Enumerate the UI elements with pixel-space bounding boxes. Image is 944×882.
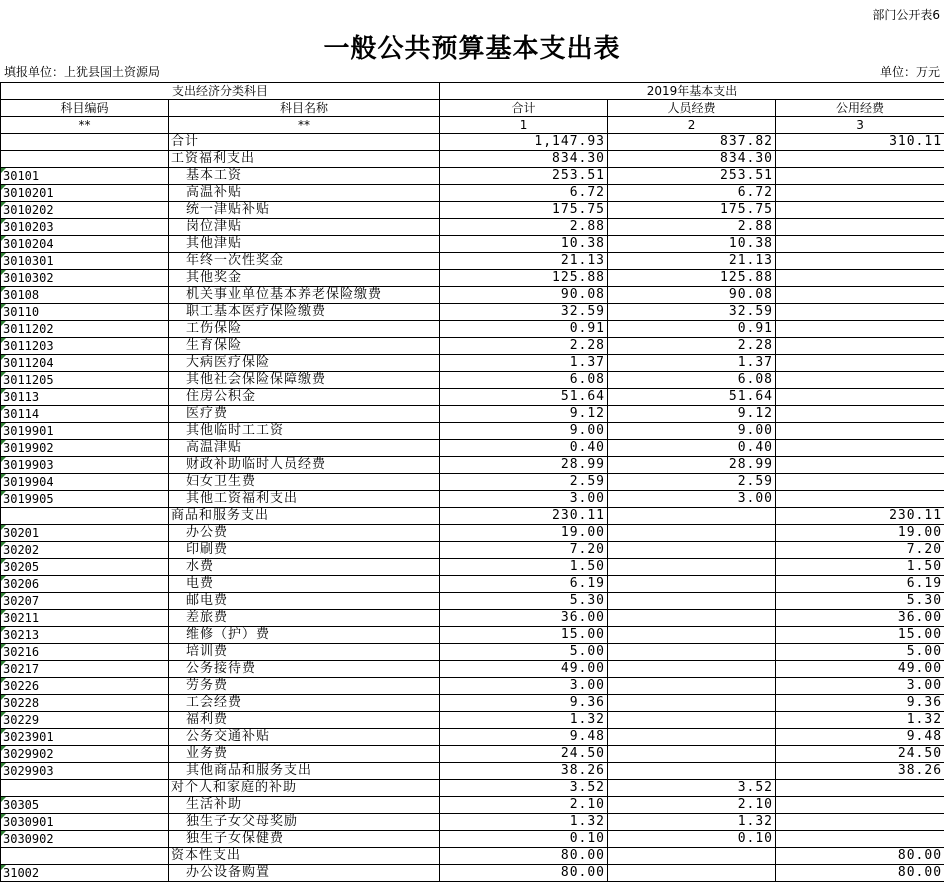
table-row (1, 763, 944, 780)
row-total: 9.48 (440, 729, 608, 746)
row-personnel (608, 542, 776, 559)
row-personnel (608, 712, 776, 729)
row-code: 30206 (1, 576, 169, 593)
row-name: 其他工资福利支出 (169, 491, 440, 508)
table-row (1, 474, 944, 491)
row-code: 3010204 (1, 236, 169, 253)
row-name: 办公设备购置 (169, 865, 440, 882)
row-public: 38.26 (776, 763, 944, 780)
header-public: 公用经费 (776, 100, 944, 117)
row-personnel: 28.99 (608, 457, 776, 474)
row-code: 3011202 (1, 321, 169, 338)
row-name: 统一津贴补贴 (169, 202, 440, 219)
row-total: 834.30 (440, 151, 608, 168)
table-row (1, 423, 944, 440)
index-public: 3 (776, 117, 944, 134)
row-total: 2.59 (440, 474, 608, 491)
table-row (1, 304, 944, 321)
row-name: 独生子女父母奖励 (169, 814, 440, 831)
row-public: 1.50 (776, 559, 944, 576)
row-public (776, 304, 944, 321)
row-public: 3.00 (776, 678, 944, 695)
table-row (1, 389, 944, 406)
row-public (776, 406, 944, 423)
row-name: 工会经费 (169, 695, 440, 712)
row-personnel: 6.08 (608, 372, 776, 389)
row-code: 30114 (1, 406, 169, 423)
table-row (1, 491, 944, 508)
table-body (1, 134, 944, 882)
row-code: 30201 (1, 525, 169, 542)
row-name: 印刷费 (169, 542, 440, 559)
row-public: 310.11 (776, 134, 944, 151)
table-row (1, 372, 944, 389)
row-public (776, 440, 944, 457)
table-row (1, 559, 944, 576)
table-row (1, 661, 944, 678)
row-public (776, 270, 944, 287)
row-personnel (608, 746, 776, 763)
table-row (1, 542, 944, 559)
row-personnel: 3.00 (608, 491, 776, 508)
row-total: 230.11 (440, 508, 608, 525)
row-code: 3010201 (1, 185, 169, 202)
row-code: 3010302 (1, 270, 169, 287)
page-title: 一般公共预算基本支出表 (0, 28, 944, 65)
row-total: 7.20 (440, 542, 608, 559)
header-total: 合计 (440, 100, 608, 117)
row-total: 10.38 (440, 236, 608, 253)
row-personnel: 2.10 (608, 797, 776, 814)
row-personnel: 175.75 (608, 202, 776, 219)
row-total: 175.75 (440, 202, 608, 219)
row-public: 24.50 (776, 746, 944, 763)
row-name: 公务交通补贴 (169, 729, 440, 746)
row-code: 3030902 (1, 831, 169, 848)
row-name: 劳务费 (169, 678, 440, 695)
row-personnel: 32.59 (608, 304, 776, 321)
row-name: 住房公积金 (169, 389, 440, 406)
row-public: 15.00 (776, 627, 944, 644)
row-total: 0.91 (440, 321, 608, 338)
row-personnel (608, 576, 776, 593)
row-total: 38.26 (440, 763, 608, 780)
header-name: 科目名称 (169, 100, 440, 117)
row-personnel (608, 525, 776, 542)
row-personnel: 1.37 (608, 355, 776, 372)
row-public (776, 151, 944, 168)
row-public: 9.48 (776, 729, 944, 746)
row-code: 3011204 (1, 355, 169, 372)
row-total: 9.36 (440, 695, 608, 712)
table-row (1, 644, 944, 661)
table-row (1, 219, 944, 236)
row-name: 商品和服务支出 (169, 508, 440, 525)
row-code: 3010301 (1, 253, 169, 270)
row-personnel: 834.30 (608, 151, 776, 168)
table-row (1, 151, 944, 168)
table-row (1, 440, 944, 457)
row-total: 90.08 (440, 287, 608, 304)
row-total: 9.00 (440, 423, 608, 440)
row-name: 其他临时工工资 (169, 423, 440, 440)
table-row (1, 593, 944, 610)
row-total: 24.50 (440, 746, 608, 763)
row-personnel: 253.51 (608, 168, 776, 185)
row-personnel: 0.10 (608, 831, 776, 848)
index-personnel: 2 (608, 117, 776, 134)
row-personnel (608, 695, 776, 712)
row-name: 大病医疗保险 (169, 355, 440, 372)
table-row (1, 848, 944, 865)
row-public (776, 797, 944, 814)
row-personnel (608, 627, 776, 644)
row-name: 其他奖金 (169, 270, 440, 287)
table-row (1, 287, 944, 304)
row-public: 230.11 (776, 508, 944, 525)
row-public (776, 253, 944, 270)
row-total: 80.00 (440, 848, 608, 865)
row-total: 6.19 (440, 576, 608, 593)
row-personnel: 3.52 (608, 780, 776, 797)
row-personnel (608, 593, 776, 610)
row-code: 30216 (1, 644, 169, 661)
row-total: 28.99 (440, 457, 608, 474)
row-total: 21.13 (440, 253, 608, 270)
row-public (776, 814, 944, 831)
row-name: 维修（护）费 (169, 627, 440, 644)
row-total: 3.52 (440, 780, 608, 797)
table-row (1, 236, 944, 253)
row-code: 30217 (1, 661, 169, 678)
row-public: 49.00 (776, 661, 944, 678)
row-code: 3010203 (1, 219, 169, 236)
row-total: 2.28 (440, 338, 608, 355)
row-public (776, 219, 944, 236)
row-total: 5.00 (440, 644, 608, 661)
table-row (1, 814, 944, 831)
currency-unit: 单位：万元 (880, 63, 940, 80)
table-row (1, 831, 944, 848)
row-name: 生活补助 (169, 797, 440, 814)
table-row (1, 678, 944, 695)
row-personnel: 10.38 (608, 236, 776, 253)
row-name: 电费 (169, 576, 440, 593)
row-public: 36.00 (776, 610, 944, 627)
row-code: 30113 (1, 389, 169, 406)
row-code: 30213 (1, 627, 169, 644)
table-row (1, 712, 944, 729)
row-code: 30305 (1, 797, 169, 814)
row-public: 1.32 (776, 712, 944, 729)
row-total: 5.30 (440, 593, 608, 610)
row-code: 30110 (1, 304, 169, 321)
table-row (1, 253, 944, 270)
row-public (776, 474, 944, 491)
row-name: 独生子女保健费 (169, 831, 440, 848)
row-name: 水费 (169, 559, 440, 576)
row-personnel: 9.12 (608, 406, 776, 423)
row-name: 年终一次性奖金 (169, 253, 440, 270)
row-name: 福利费 (169, 712, 440, 729)
row-total: 32.59 (440, 304, 608, 321)
row-name: 培训费 (169, 644, 440, 661)
row-personnel (608, 661, 776, 678)
table-row (1, 865, 944, 882)
row-name: 差旅费 (169, 610, 440, 627)
row-code: 3011205 (1, 372, 169, 389)
row-code: 30108 (1, 287, 169, 304)
table-row (1, 627, 944, 644)
row-total: 19.00 (440, 525, 608, 542)
row-code: 30202 (1, 542, 169, 559)
index-name: ** (169, 117, 440, 134)
row-total: 0.10 (440, 831, 608, 848)
row-personnel: 2.28 (608, 338, 776, 355)
table-row (1, 168, 944, 185)
row-name: 生育保险 (169, 338, 440, 355)
row-personnel: 0.91 (608, 321, 776, 338)
row-code (1, 848, 169, 865)
row-name: 其他商品和服务支出 (169, 763, 440, 780)
row-code: 3029903 (1, 763, 169, 780)
row-name: 业务费 (169, 746, 440, 763)
header-group-row (1, 83, 944, 100)
row-code: 31002 (1, 865, 169, 882)
row-total: 3.00 (440, 491, 608, 508)
table-row (1, 355, 944, 372)
row-total: 1.50 (440, 559, 608, 576)
row-public (776, 389, 944, 406)
table-row (1, 202, 944, 219)
header-group-classification: 支出经济分类科目 (1, 83, 440, 100)
table-row (1, 406, 944, 423)
table-row (1, 321, 944, 338)
row-name: 财政补助临时人员经费 (169, 457, 440, 474)
table-row (1, 729, 944, 746)
row-code: 3030901 (1, 814, 169, 831)
index-total: 1 (440, 117, 608, 134)
row-code: 30229 (1, 712, 169, 729)
row-public (776, 423, 944, 440)
header-personnel: 人员经费 (608, 100, 776, 117)
row-public (776, 780, 944, 797)
row-name: 职工基本医疗保险缴费 (169, 304, 440, 321)
row-total: 80.00 (440, 865, 608, 882)
row-public (776, 457, 944, 474)
row-personnel: 837.82 (608, 134, 776, 151)
row-name: 合计 (169, 134, 440, 151)
table-row (1, 338, 944, 355)
row-personnel: 21.13 (608, 253, 776, 270)
row-total: 1.32 (440, 814, 608, 831)
row-total: 9.12 (440, 406, 608, 423)
row-public: 9.36 (776, 695, 944, 712)
row-public: 80.00 (776, 865, 944, 882)
row-name: 资本性支出 (169, 848, 440, 865)
unit-row (0, 63, 944, 81)
table-row (1, 134, 944, 151)
table-row (1, 610, 944, 627)
table-row (1, 746, 944, 763)
row-personnel: 2.59 (608, 474, 776, 491)
row-personnel: 2.88 (608, 219, 776, 236)
table-row (1, 270, 944, 287)
row-total: 6.08 (440, 372, 608, 389)
row-personnel: 1.32 (608, 814, 776, 831)
row-name: 其他津贴 (169, 236, 440, 253)
header-column-row (1, 100, 944, 117)
table-row (1, 576, 944, 593)
table-row (1, 695, 944, 712)
row-code: 30101 (1, 168, 169, 185)
row-code: 3010202 (1, 202, 169, 219)
row-name: 高温补贴 (169, 185, 440, 202)
budget-table (0, 82, 944, 882)
header-index-row (1, 117, 944, 134)
row-personnel (608, 865, 776, 882)
form-number: 部门公开表6 (872, 6, 940, 23)
row-name: 工资福利支出 (169, 151, 440, 168)
table-row (1, 508, 944, 525)
row-total: 1.32 (440, 712, 608, 729)
row-personnel (608, 559, 776, 576)
row-public (776, 321, 944, 338)
row-personnel (608, 644, 776, 661)
row-total: 3.00 (440, 678, 608, 695)
row-code (1, 508, 169, 525)
row-total: 51.64 (440, 389, 608, 406)
row-code: 3019903 (1, 457, 169, 474)
row-name: 对个人和家庭的补助 (169, 780, 440, 797)
row-public: 6.19 (776, 576, 944, 593)
row-personnel: 0.40 (608, 440, 776, 457)
table-row (1, 525, 944, 542)
row-code (1, 134, 169, 151)
row-name: 工伤保险 (169, 321, 440, 338)
row-code: 30226 (1, 678, 169, 695)
row-code: 3011203 (1, 338, 169, 355)
row-name: 办公费 (169, 525, 440, 542)
reporting-unit: 填报单位：上犹县国土资源局 (4, 63, 160, 80)
row-code (1, 151, 169, 168)
row-code: 3019905 (1, 491, 169, 508)
row-name: 岗位津贴 (169, 219, 440, 236)
row-personnel: 6.72 (608, 185, 776, 202)
row-public: 7.20 (776, 542, 944, 559)
row-public (776, 355, 944, 372)
row-public (776, 831, 944, 848)
row-public (776, 287, 944, 304)
row-personnel (608, 729, 776, 746)
row-name: 其他社会保险保障缴费 (169, 372, 440, 389)
row-name: 公务接待费 (169, 661, 440, 678)
header-code: 科目编码 (1, 100, 169, 117)
row-name: 妇女卫生费 (169, 474, 440, 491)
row-name: 医疗费 (169, 406, 440, 423)
row-public (776, 372, 944, 389)
table-row (1, 185, 944, 202)
row-total: 253.51 (440, 168, 608, 185)
row-code: 3023901 (1, 729, 169, 746)
row-total: 2.88 (440, 219, 608, 236)
row-total: 1.37 (440, 355, 608, 372)
row-total: 2.10 (440, 797, 608, 814)
row-total: 36.00 (440, 610, 608, 627)
row-code: 3019901 (1, 423, 169, 440)
index-code: ** (1, 117, 169, 134)
row-public (776, 491, 944, 508)
row-name: 高温津贴 (169, 440, 440, 457)
row-total: 1,147.93 (440, 134, 608, 151)
row-personnel: 9.00 (608, 423, 776, 440)
row-personnel: 90.08 (608, 287, 776, 304)
row-public: 80.00 (776, 848, 944, 865)
row-code: 3019904 (1, 474, 169, 491)
row-public (776, 338, 944, 355)
row-public: 19.00 (776, 525, 944, 542)
row-code: 30205 (1, 559, 169, 576)
row-personnel: 125.88 (608, 270, 776, 287)
row-public (776, 185, 944, 202)
row-code: 30228 (1, 695, 169, 712)
row-public (776, 202, 944, 219)
row-name: 基本工资 (169, 168, 440, 185)
table-row (1, 457, 944, 474)
row-code (1, 780, 169, 797)
row-personnel (608, 848, 776, 865)
row-total: 15.00 (440, 627, 608, 644)
row-public (776, 168, 944, 185)
table-row (1, 797, 944, 814)
row-total: 0.40 (440, 440, 608, 457)
row-personnel (608, 763, 776, 780)
row-name: 邮电费 (169, 593, 440, 610)
row-total: 6.72 (440, 185, 608, 202)
row-public: 5.00 (776, 644, 944, 661)
row-code: 3029902 (1, 746, 169, 763)
row-personnel (608, 678, 776, 695)
row-public: 5.30 (776, 593, 944, 610)
row-personnel (608, 610, 776, 627)
row-code: 30211 (1, 610, 169, 627)
row-personnel: 51.64 (608, 389, 776, 406)
row-code: 3019902 (1, 440, 169, 457)
row-total: 125.88 (440, 270, 608, 287)
row-personnel (608, 508, 776, 525)
row-code: 30207 (1, 593, 169, 610)
row-public (776, 236, 944, 253)
row-name: 机关事业单位基本养老保险缴费 (169, 287, 440, 304)
header-group-year: 2019年基本支出 (440, 83, 944, 100)
row-total: 49.00 (440, 661, 608, 678)
table-row (1, 780, 944, 797)
